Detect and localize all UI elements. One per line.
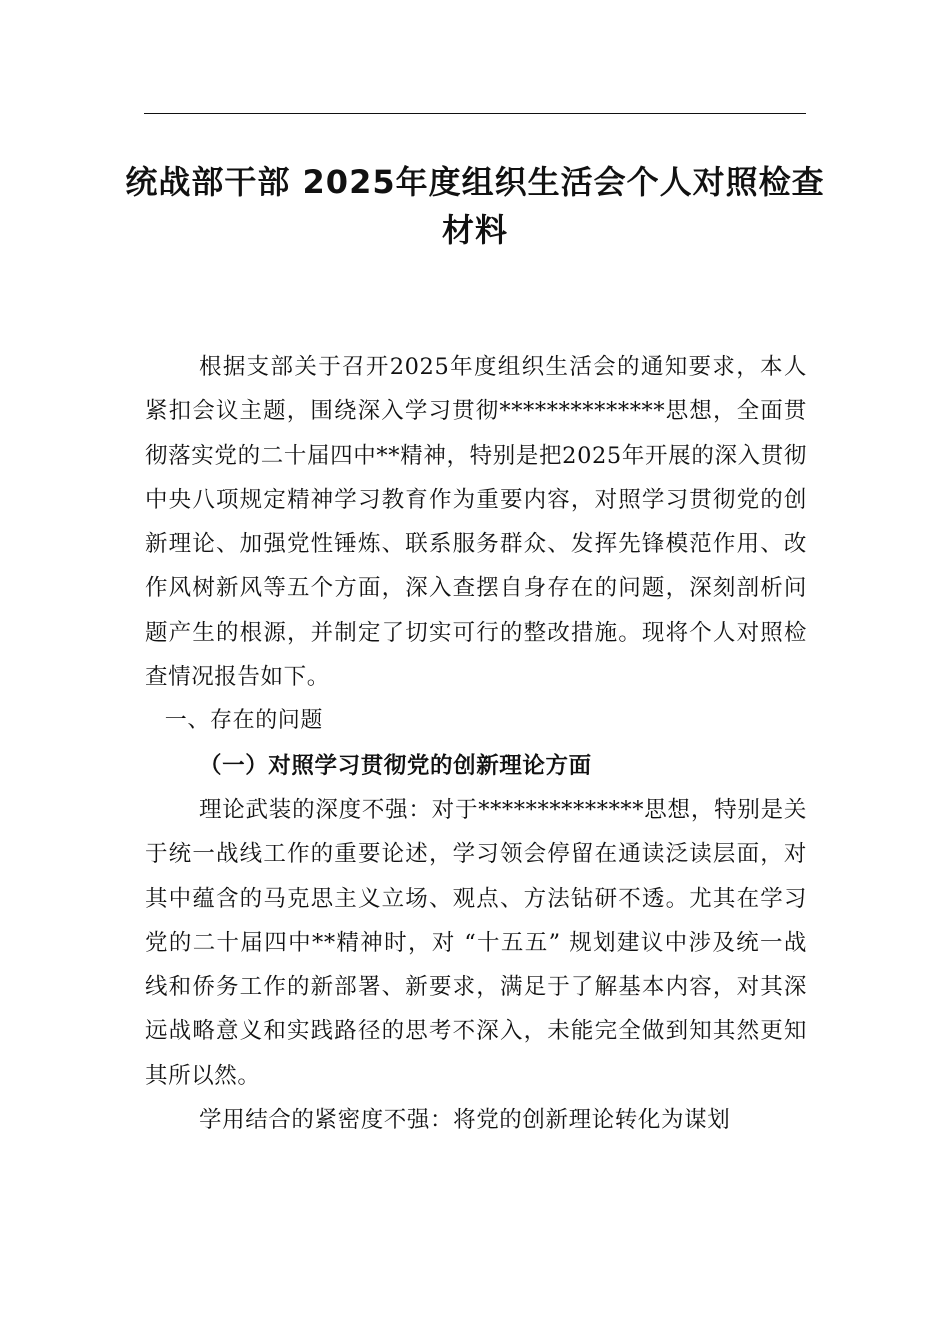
document-title: 统战部干部 2025年度组织生活会个人对照检查材料: [125, 163, 825, 249]
header-rule: [144, 113, 806, 114]
document-body: [145, 345, 807, 1142]
paragraph-theory-depth: 理论武装的深度不强：对于**************思想，特别是关于统一战线工作的重要论述，学习领会停留在通读泛读层面，对其中蕴含的马克思主义立场、观点、方法钻研不透。尤其在学习党的二十届四中**精神时，对 “十五五” 规划建议中涉及统一战线和侨务工作的新部署、新要求，满足于了解基本内容，对其深远战略意义和实践路径的思考不深入，未能完全做到知其然更知其所以然。: [145, 796, 807, 1089]
section-heading-problems: 一、存在的问题: [164, 708, 323, 734]
intro-paragraph: 根据支部关于召开2025年度组织生活会的通知要求，本人紧扣会议主题，围绕深入学习贯彻**************思想，全面贯彻落实党的二十届四中**精神，特别是把2025年开展的深入贯彻中央八项规定精神学习教育作为重要内容，对照学习贯彻党的创新理论、加强党性锤炼、联系服务群众、发挥先锋模范作用、改作风树新风等五个方面，深入查摆自身存在的问题，深刻剖析问题产生的根源，并制定了切实可行的整改措施。现将个人对照检查情况报告如下。: [145, 354, 807, 691]
paragraph-theory-practice: 学用结合的紧密度不强：将党的创新理论转化为谋划: [199, 1107, 731, 1134]
subsection-heading-theory: （一）对照学习贯彻党的创新理论方面: [199, 752, 592, 779]
